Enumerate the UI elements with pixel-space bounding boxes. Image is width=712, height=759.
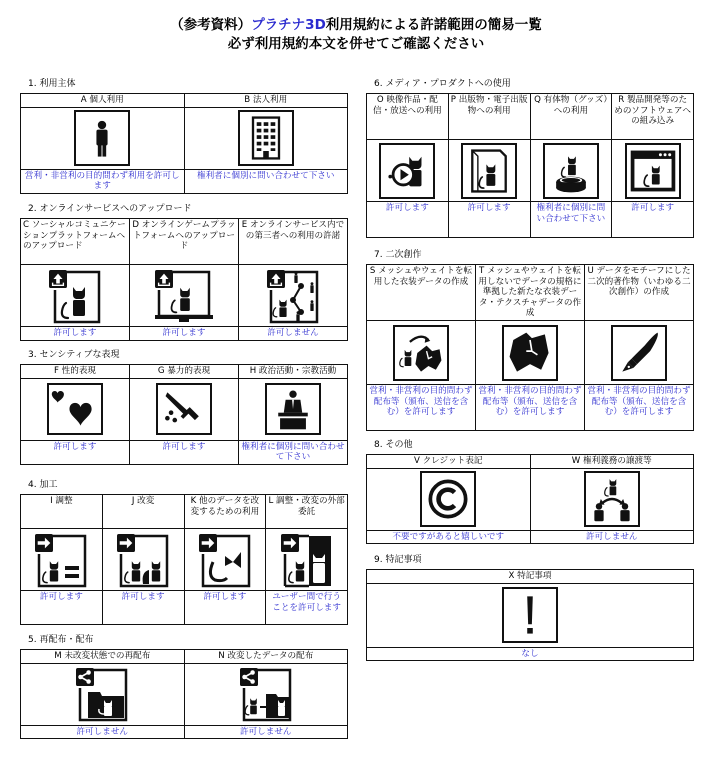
upload-avatar-icon (47, 268, 103, 324)
reuse-parts-icon (197, 532, 253, 588)
document-title (0, 16, 712, 54)
section-title: 3. センシティブな表現 (28, 350, 120, 360)
adjust-icon (33, 532, 89, 588)
share-third-party-icon (265, 268, 321, 324)
permission-status: 許可します (102, 591, 184, 625)
publication-icon (461, 143, 517, 199)
permission-status: 許可します (21, 440, 130, 464)
hearts-icon (47, 383, 103, 435)
permission-status: 許可します (448, 202, 530, 238)
item-label: V クレジット表記 (367, 455, 531, 469)
section-usage-subject (20, 78, 348, 194)
section-derivative-works (366, 249, 694, 431)
permission-status: ユーザー間で行うことを許可します (266, 591, 348, 625)
item-label: S メッシュやウェイトを転用した衣装データの作成 (367, 265, 476, 321)
item-label: O 映像作品・配信・放送への利用 (367, 94, 449, 140)
license-table (20, 218, 348, 341)
section-title: 2. オンラインサービスへのアップロード (28, 204, 192, 214)
podium-icon (265, 383, 321, 435)
permission-status: 営利・非営利の目的問わず配布等（頒布、送信を含む）を許可します (585, 385, 694, 431)
item-label: W 権利義務の譲渡等 (530, 455, 694, 469)
license-table (20, 649, 348, 739)
item-label: M 未改変状態での再配布 (21, 650, 185, 664)
item-label: F 性的表現 (21, 365, 130, 379)
license-table (20, 93, 348, 194)
item-label: B 法人利用 (184, 94, 348, 108)
item-label: G 暴力的表現 (130, 365, 239, 379)
title-line-2: 必ず利用規約本文を併せてご確認ください (227, 36, 485, 52)
section-redistribution (20, 634, 348, 739)
permission-status: なし (367, 647, 694, 661)
item-label: D オンラインゲームプラットフォームへのアップロード (130, 219, 239, 265)
permission-status: 許可しません (239, 327, 348, 341)
clothing-icon (502, 325, 558, 381)
item-label: C ソーシャルコミュニケーションプラットフォームへのアップロード (21, 219, 130, 265)
person-icon (74, 110, 130, 166)
license-table (366, 454, 694, 544)
permission-status: 許可します (21, 591, 103, 625)
section-other (366, 439, 694, 544)
license-table (20, 494, 348, 625)
building-icon (238, 110, 294, 166)
item-label: X 特記事項 (367, 570, 694, 584)
item-label: A 個人利用 (21, 94, 185, 108)
permission-status: 許可しません (21, 725, 185, 739)
item-label: U データをモチーフにした二次的著作物（いわゆる二次創作）の作成 (585, 265, 694, 321)
item-label: I 調整 (21, 495, 103, 529)
upload-game-icon (153, 268, 215, 324)
section-online-upload (20, 203, 348, 341)
permission-status: 権利者に個別に問い合わせて下さい (530, 202, 612, 238)
section-sensitive-expression (20, 349, 348, 465)
mesh-clothing-icon (393, 325, 449, 381)
distribute-modified-icon (238, 666, 294, 722)
permission-status: 営利・非営利の目的問わず配布等（頒布、送信を含む）を許可します (367, 385, 476, 431)
copyright-icon (420, 471, 476, 527)
software-icon (625, 143, 681, 199)
section-processing (20, 479, 348, 625)
figure-goods-icon (543, 143, 599, 199)
permission-status: 権利者に個別に問い合わせて下さい (239, 440, 348, 464)
outsource-icon (279, 532, 335, 588)
permission-status: 許可しません (184, 725, 348, 739)
permission-status: 許可しません (530, 530, 694, 544)
item-label: L 調整・改変の外部委託 (266, 495, 348, 529)
item-label: P 出版物・電子出版物への利用 (448, 94, 530, 140)
item-label: T メッシュやウェイトを転用しないでデータの規格に準拠した新たな衣装データ・テクスチャデータの作成 (476, 265, 585, 321)
section-title: 7. 二次創作 (374, 250, 422, 260)
item-label: K 他のデータを改変するための利用 (184, 495, 266, 529)
section-title: 8. その他 (374, 440, 413, 450)
video-icon (379, 143, 435, 199)
permission-status: 許可します (612, 202, 694, 238)
permission-status: 営利・非営利の目的問わず利用を許可します (21, 169, 185, 193)
title-prefix: （参考資料） (170, 17, 252, 33)
section-special-notes (366, 554, 694, 661)
license-table (366, 93, 694, 238)
exclamation-icon (502, 587, 558, 643)
permission-status: 許可します (21, 327, 130, 341)
permission-status: 営利・非営利の目的問わず配布等（頒布、送信を含む）を許可します (476, 385, 585, 431)
license-table (366, 264, 694, 431)
license-table (366, 569, 694, 661)
item-label: R 製品開発等のためのソフトウェアへの組み込み (612, 94, 694, 140)
item-label: J 改変 (102, 495, 184, 529)
license-table (20, 364, 348, 465)
permission-status: 権利者に個別に問い合わせて下さい (184, 169, 348, 193)
item-label: H 政治活動・宗教活動 (239, 365, 348, 379)
modify-icon (115, 532, 171, 588)
transfer-rights-icon (584, 471, 640, 527)
section-title: 1. 利用主体 (28, 79, 76, 89)
title-suffix: 利用規約による許諾範囲の簡易一覧 (325, 17, 542, 33)
permission-status: 許可します (130, 440, 239, 464)
permission-status: 許可します (130, 327, 239, 341)
knife-icon (156, 383, 212, 435)
section-title: 4. 加工 (28, 480, 58, 490)
permission-status: 不要ですがあると嬉しいです (367, 530, 531, 544)
item-label: N 改変したデータの配布 (184, 650, 348, 664)
product-name: プラチナ3D (251, 17, 326, 33)
section-title: 9. 特記事項 (374, 555, 422, 565)
item-label: Q 有体物（グッズ）への利用 (530, 94, 612, 140)
section-title: 5. 再配布・配布 (28, 635, 94, 645)
redistribute-icon (74, 666, 130, 722)
permission-status: 許可します (184, 591, 266, 625)
section-media-products (366, 78, 694, 238)
title-line-1 (0, 16, 712, 35)
permission-status: 許可します (367, 202, 449, 238)
item-label: E オンラインサービス内での第三者への利用の許諾 (239, 219, 348, 265)
section-title: 6. メディア・プロダクトへの使用 (374, 79, 511, 89)
pen-icon (611, 325, 667, 381)
